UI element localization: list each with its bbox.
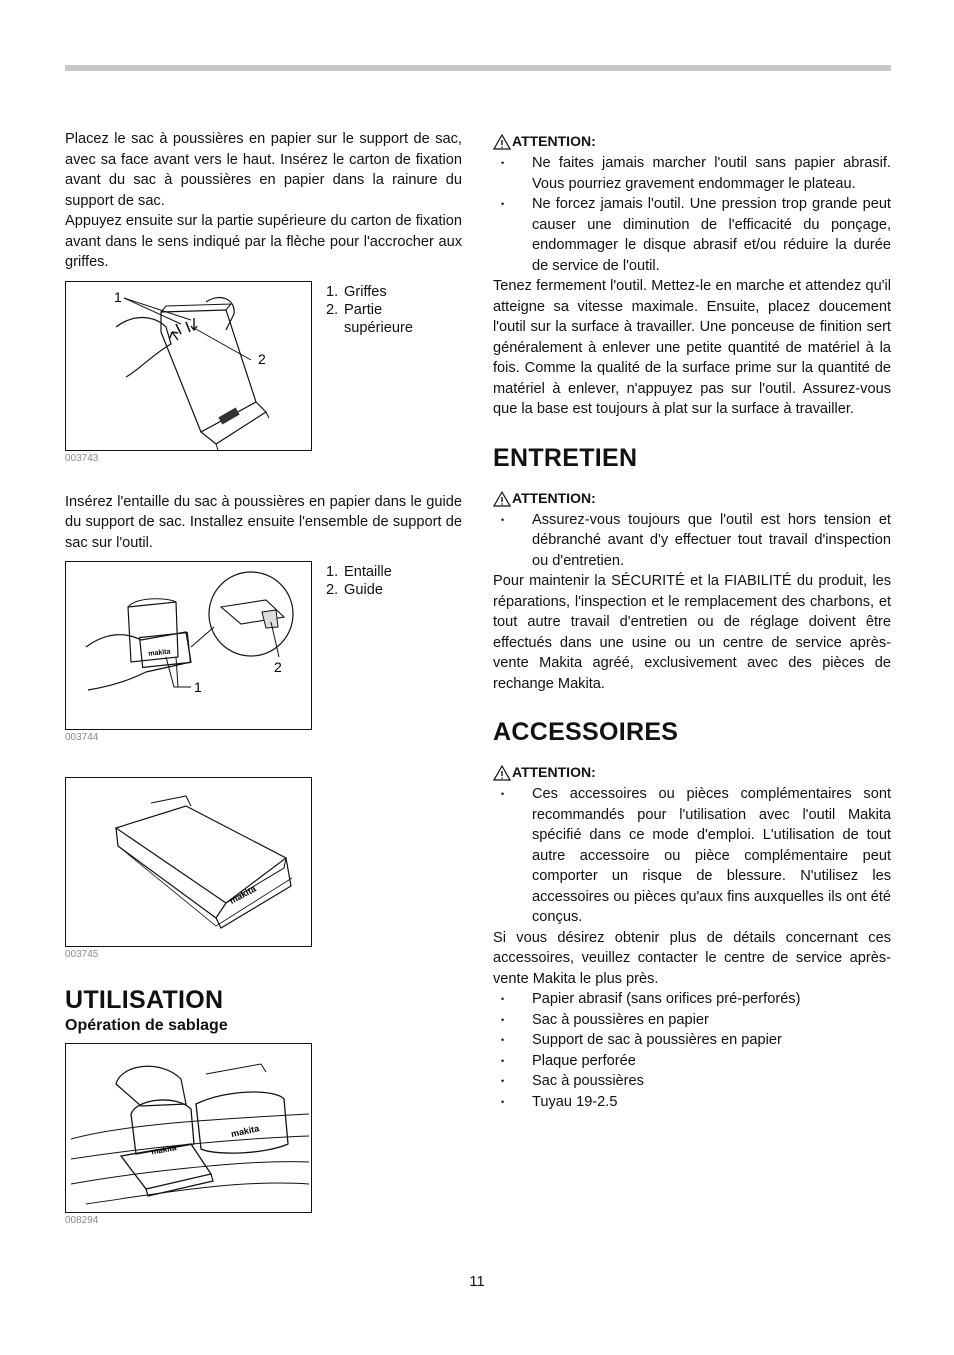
figure-2-label-1: 1	[194, 679, 202, 695]
paragraph-entretien: Pour maintenir la SÉCURITÉ et la FIABILITÉ du produit, les réparations, l'inspection et le remplacement des charbons, et tout autre travail d'entretien ou de réglage doivent être effectués dans une usine ou un centre de service après-vente Makita agréé, exclusivement avec des pièces de rechange Makita.	[493, 573, 891, 692]
callout-griffes: Griffes	[344, 283, 387, 300]
callout-partie-superieure: Partie supérieure	[344, 301, 413, 336]
svg-text:makita: makita	[230, 1123, 261, 1140]
list-item: • Sac à poussières en papier	[493, 1010, 891, 1031]
header-rule	[65, 65, 891, 71]
figure-1-griffes-illustration	[65, 281, 312, 451]
list-item: • Tuyau 19-2.5	[493, 1092, 891, 1113]
figure-2-callouts: 1. Entaille 2. Guide	[326, 564, 392, 598]
section-title-utilisation: UTILISATION	[65, 986, 224, 1014]
svg-text:makita: makita	[147, 648, 171, 658]
list-item: • Plaque perforée	[493, 1051, 891, 1072]
figure-1-label-2: 2	[258, 350, 266, 367]
callout-guide: Guide	[344, 582, 383, 598]
figure-1-row	[65, 281, 462, 451]
list-item: • Sac à poussières	[493, 1071, 891, 1092]
figure-2-row	[65, 561, 462, 730]
callout-entaille: Entaille	[344, 564, 392, 580]
left-column	[65, 129, 462, 1228]
figure-3-bag-holder-illustration	[65, 777, 312, 947]
intro-paragraph-2: Appuyez ensuite sur la partie supérieure du carton de fixation avant dans le sens indiqué par la flèche pour l'accrocher aux griffes.	[65, 213, 462, 270]
figure-3-code: 003745	[65, 949, 99, 960]
right-column	[493, 132, 891, 1112]
figure-4-sanding-illustration	[65, 1043, 312, 1213]
figure-2-label-2: 2	[274, 659, 282, 675]
attention-list-2	[493, 510, 891, 572]
subsection-title-sablage: Opération de sablage	[65, 1017, 228, 1034]
attention-list-3	[493, 784, 891, 928]
attention-list-1	[493, 153, 891, 276]
figure-1-label-1: 1	[114, 288, 122, 305]
intro-paragraph-1: Placez le sac à poussières en papier sur le support de sac, avec sa face avant vers le haut. Insérez le carton de fixation avant du sac à poussières en papier dans la rainure du support de sac.	[65, 131, 462, 209]
warning-triangle-icon	[493, 134, 511, 150]
figure-1-callouts: 1. Griffes 2. Partie supérieure	[326, 283, 424, 451]
list-item: • Assurez-vous toujours que l'outil est hors tension et débranché avant d'y effectuer tout travail d'inspection ou d'entretien.	[493, 510, 891, 572]
attention-heading-3: ATTENTION:	[493, 763, 891, 781]
attention-heading-1: ATTENTION:	[493, 132, 891, 150]
warning-triangle-icon	[493, 491, 511, 507]
figure-1-code: 003743	[65, 452, 99, 464]
svg-text:makita: makita	[150, 1143, 178, 1157]
figure-2-code: 003744	[65, 732, 99, 743]
svg-text:makita: makita	[227, 883, 258, 906]
page-number: 11	[469, 1273, 485, 1290]
section-title-accessoires: ACCESSOIRES	[493, 718, 679, 746]
figure-2-entaille-illustration	[65, 561, 312, 730]
attention-heading-2: ATTENTION:	[493, 489, 891, 507]
list-item: • Papier abrasif (sans orifices pré-perforés)	[493, 989, 891, 1010]
warning-triangle-icon	[493, 765, 511, 781]
paragraph-3: Insérez l'entaille du sac à poussières en papier dans le guide du support de sac. Installez ensuite l'ensemble de support de sac sur l'outil.	[65, 493, 462, 551]
figure-4-code: 008294	[65, 1215, 99, 1226]
list-item: • Support de sac à poussières en papier	[493, 1030, 891, 1051]
list-item: • Ne faites jamais marcher l'outil sans papier abrasif. Vous pourriez gravement endommager le plateau.	[493, 153, 891, 194]
accessory-list	[493, 989, 891, 1112]
list-item: • Ces accessoires ou pièces complémentaires sont recommandés pour l'utilisation avec l'outil Makita spécifié dans ce mode d'emploi. L'utilisation de tout autre accessoire ou pièce complémentaire peut comporter un risque de blessure. N'utilisez les accessoires ou pièces qu'aux fins auxquelles ils ont été conçus.	[493, 784, 891, 928]
paragraph-usage: Tenez fermement l'outil. Mettez-le en marche et attendez qu'il atteigne sa vitesse maximale. Ensuite, placez doucement l'outil sur la surface à travailler. Une ponceuse de finition sert généralement à enlever une petite quantité de matériel à la fois. Comme la qualité de la surface prime sur la quantité de matériel à enlever, n'appuyez pas sur l'outil. Assurez-vous que la base est toujours à plat sur la surface à travailler.	[493, 278, 891, 417]
section-title-entretien: ENTRETIEN	[493, 443, 638, 472]
paragraph-accessoires: Si vous désirez obtenir plus de détails concernant ces accessoires, veuillez contacter le centre de service après-vente Makita le plus près.	[493, 929, 891, 987]
list-item: • Ne forcez jamais l'outil. Une pression trop grande peut causer une diminution de l'efficacité du ponçage, endommager le disque abrasif et/ou réduire la durée de service de l'outil.	[493, 194, 891, 276]
